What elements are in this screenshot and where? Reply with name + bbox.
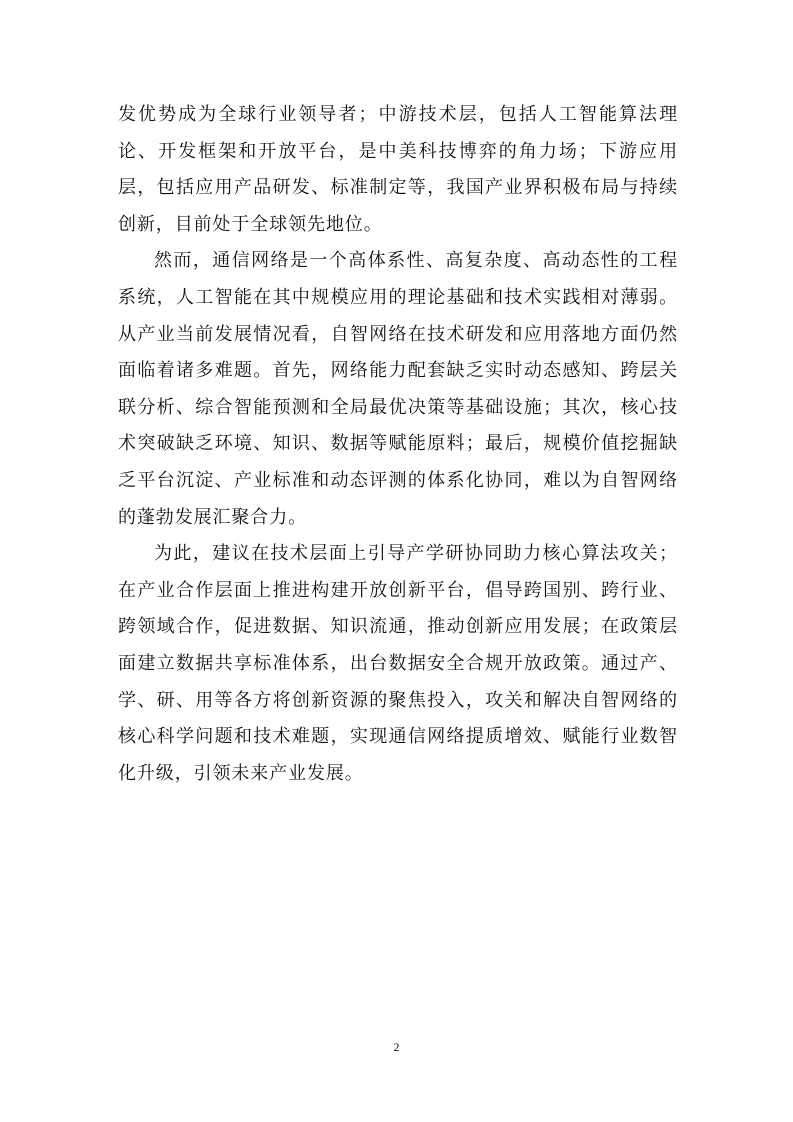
document-body xyxy=(118,97,678,792)
paragraph-continuation: 发优势成为全球行业领导者；中游技术层，包括人工智能算法理论、开发框架和开放平台，是中美科技博弈的角力场；下游应用层，包括应用产品研发、标准制定等，我国产业界积极布局与持续创新，目前处于全球领先地位。 xyxy=(118,104,678,235)
page-number: 2 xyxy=(393,1040,400,1054)
paragraph-challenges: 然而，通信网络是一个高体系性、高复杂度、高动态性的工程系统，人工智能在其中规模应用的理论基础和技术实践相对薄弱。从产业当前发展情况看，自智网络在技术研发和应用落地方面仍然面临着诸多难题。首先，网络能力配套缺乏实时动态感知、跨层关联分析、综合智能预测和全局最优决策等基础设施；其次，核心技术突破缺乏环境、知识、数据等赋能原料；最后，规模价值挖掘缺乏平台沉淀、产业标准和动态评测的体系化协同，难以为自智网络的蓬勃发展汇聚合力。 xyxy=(118,250,678,528)
paragraph-recommendations: 为此，建议在技术层面上引导产学研协同助力核心算法攻关；在产业合作层面上推进构建开放创新平台，倡导跨国别、跨行业、跨领域合作，促进数据、知识流通，推动创新应用发展；在政策层面建立数据共享标准体系，出台数据安全合规开放政策。通过产、学、研、用等各方将创新资源的聚焦投入，攻关和解决自智网络的核心科学问题和技术难题，实现通信网络提质增效、赋能行业数智化升级，引领未来产业发展。 xyxy=(118,543,678,784)
